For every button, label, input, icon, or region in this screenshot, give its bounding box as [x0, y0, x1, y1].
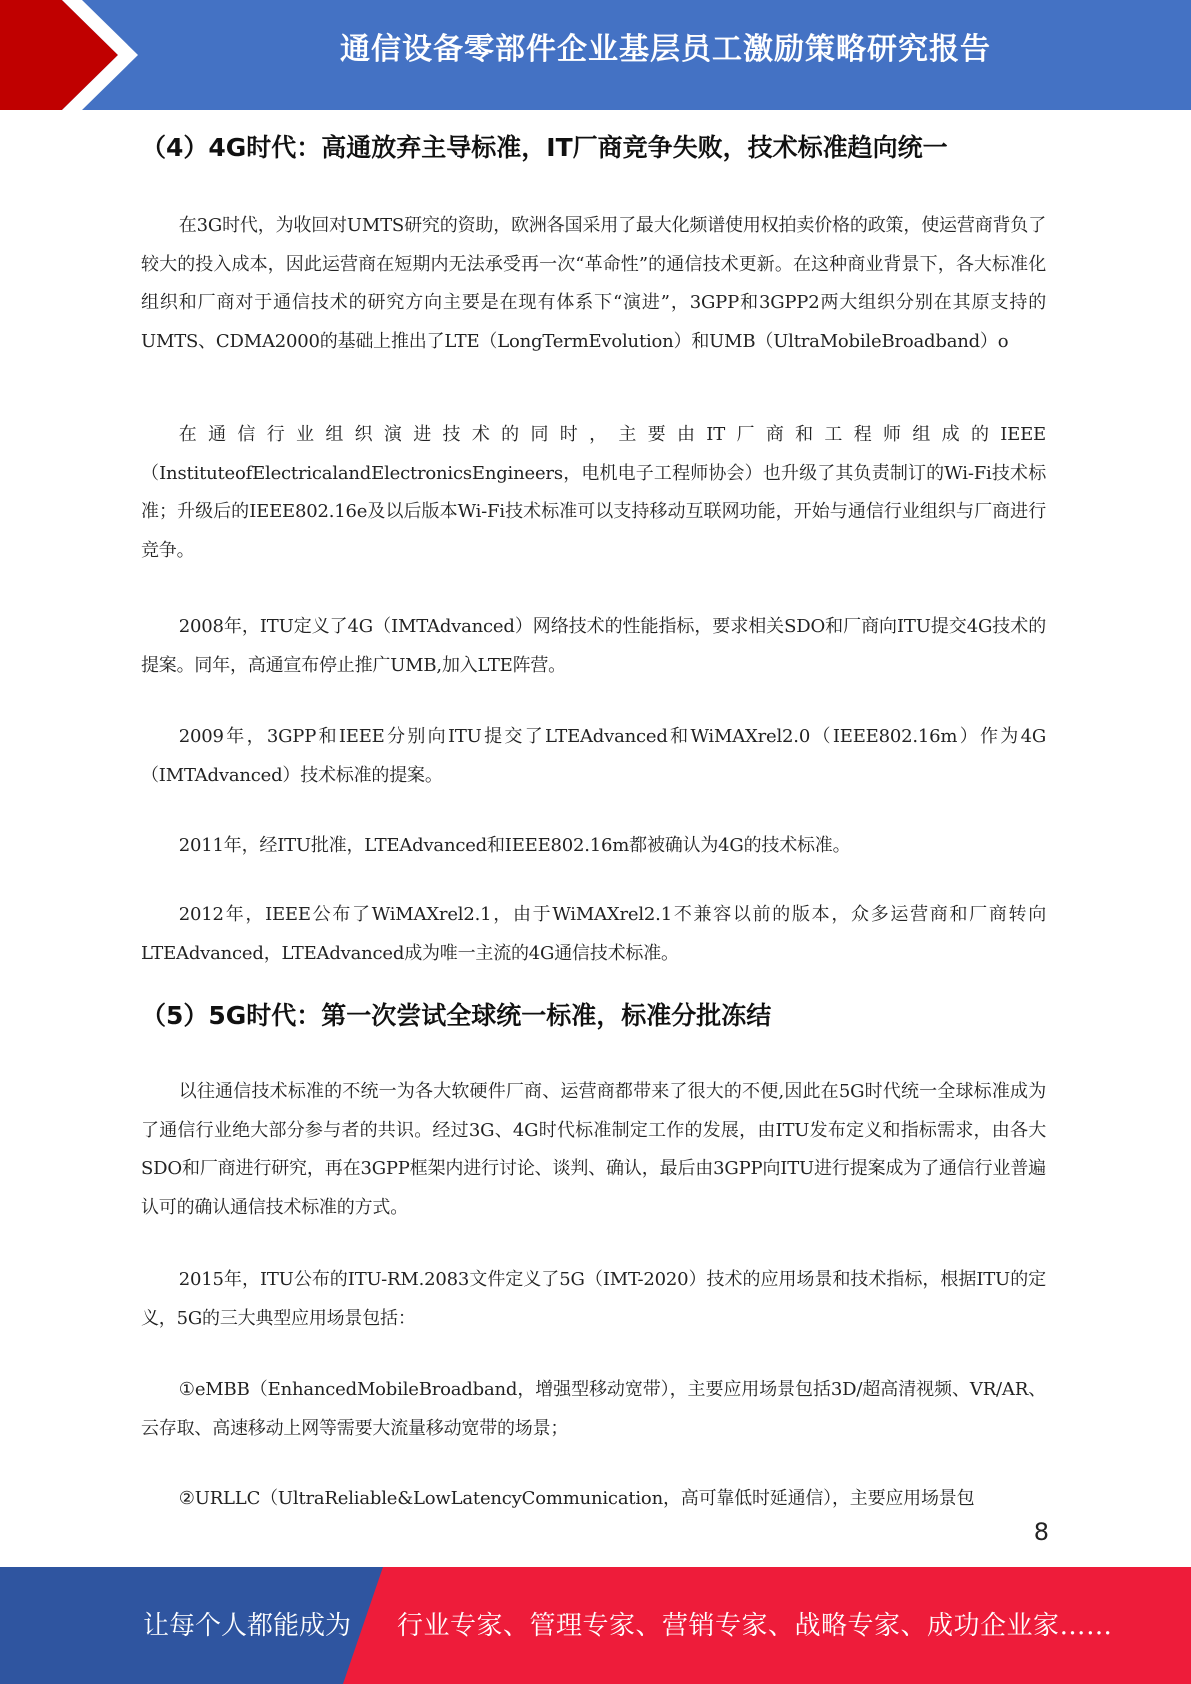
footer-slogan-left: 让每个人都能成为	[143, 1611, 352, 1641]
paragraph: 在3G时代，为收回对UMTS研究的资助，欧洲各国采用了最大化频谱使用权拍卖价格的政策，使运营商背负了较大的投入成本，因此运营商在短期内无法承受再一次“革命性”的通信技术更新。在这种商业背景下，各大标准化组织和厂商对于通信技术的研究方向主要是在现有体系下“演进”，3GPP和3GPP2两大组织分别在其原支持的UMTS、CDMA2000的基础上推出了LTE（LongTermEvolution）和UMB（UltraMobileBroadband）o	[141, 215, 1046, 352]
section-5-heading: （5）5G时代：第一次尝试全球统一标准，标准分批冻结	[141, 1001, 772, 1030]
footer-slogan-right: 行业专家、管理专家、营销专家、战略专家、成功企业家……	[397, 1611, 1113, 1641]
paragraph: 在通信行业组织演进技术的同时，主要由IT厂商和工程师组成的IEEE（InstituteofElectricalandElectronicsEngineers，电机电子工程师协会）也升级了其负责制订的Wi-Fi技术标准；升级后的IEEE802.16e及以后版本Wi-Fi技术标准可以支持移动互联网功能，开始与通信行业组织与厂商进行竞争。	[141, 424, 1046, 561]
paragraph: 以往通信技术标准的不统一为各大软硬件厂商、运营商都带来了很大的不便,因此在5G时代统一全球标准成为了通信行业绝大部分参与者的共识。经过3G、4G时代标准制定工作的发展，由ITU发布定义和指标需求，由各大SDO和厂商进行研究，再在3GPP框架内进行讨论、谈判、确认，最后由3GPP向ITU进行提案成为了通信行业普遍认可的确认通信技术标准的方式。	[141, 1081, 1046, 1218]
page-header	[0, 0, 1191, 110]
header-chevron-decoration	[0, 0, 160, 110]
paragraph: 2015年，ITU公布的ITU-RM.2083文件定义了5G（IMT-2020）技术的应用场景和技术指标，根据ITU的定义，5G的三大典型应用场景包括：	[141, 1269, 1046, 1329]
paragraph: 2008年，ITU定义了4G（IMTAdvanced）网络技术的性能指标，要求相关SDO和厂商向ITU提交4G技术的提案。同年，高通宣布停止推广UMB,加入LTE阵营。	[141, 616, 1046, 676]
paragraph: 2012年，IEEE公布了WiMAXrel2.1，由于WiMAXrel2.1不兼容以前的版本，众多运营商和厂商转向LTEAdvanced，LTEAdvanced成为唯一主流的4G通信技术标准。	[141, 904, 1046, 964]
page-footer	[0, 1567, 1191, 1684]
page-number: 8	[1033, 1518, 1049, 1546]
paragraph: 2009年，3GPP和IEEE分别向ITU提交了LTEAdvanced和WiMAXrel2.0（IEEE802.16m）作为4G（IMTAdvanced）技术标准的提案。	[141, 726, 1046, 786]
section-4-heading: （4）4G时代：高通放弃主导标准，IT厂商竞争失败，技术标准趋向统一	[141, 133, 948, 162]
header-title: 通信设备零部件企业基层员工激励策略研究报告	[340, 32, 991, 67]
paragraph: 2011年，经ITU批准，LTEAdvanced和IEEE802.16m都被确认为4G的技术标准。	[178, 835, 851, 856]
paragraph: ②URLLC（UltraReliable&LowLatencyCommunication，高可靠低时延通信），主要应用场景包	[178, 1488, 975, 1509]
paragraph: ①eMBB（EnhancedMobileBroadband，增强型移动宽带），主要应用场景包括3D/超高清视频、VR/AR、云存取、高速移动上网等需要大流量移动宽带的场景；	[141, 1379, 1046, 1439]
